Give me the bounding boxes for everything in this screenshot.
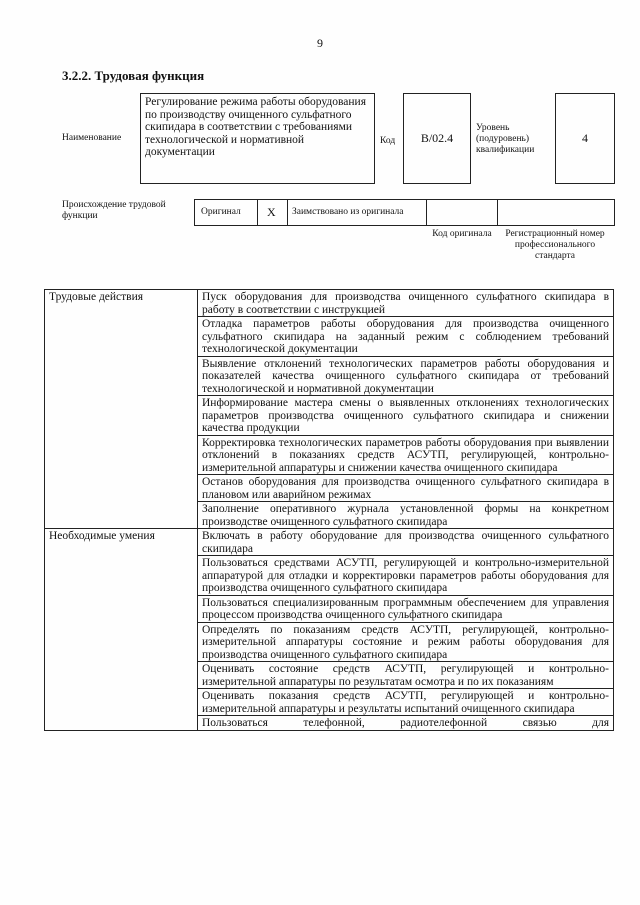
labor-action-item: Останов оборудования для производства очищенного сульфатного скипидара в плановом или аварийном режимах — [198, 475, 614, 502]
origin-table — [194, 199, 615, 226]
page-number: 9 — [317, 36, 323, 50]
labor-action-item: Отладка параметров работы оборудования для производства очищенного сульфатного скипидара на заданный режим с соблюдением требований технологической документации — [198, 317, 614, 357]
section-heading: 3.2.2. Трудовая функция — [62, 68, 205, 83]
section-title-labor-actions: Трудовые действия — [45, 290, 198, 529]
level-box — [555, 93, 615, 184]
skill-item: Оценивать показания средств АСУТП, регулирующей и контрольно-измерительной аппаратуры и результаты испытаний очищенного скипидара — [198, 689, 614, 716]
level-value: 4 — [582, 131, 588, 145]
original-mark: X — [267, 205, 276, 219]
table-row — [45, 290, 614, 317]
table-row — [45, 529, 614, 556]
skill-item: Пользоваться телефонной, радиотелефонной связью для — [198, 716, 614, 731]
code-original-caption: Код оригинала — [432, 229, 492, 239]
skill-item: Пользоваться специализированным программным обеспечением для управления процессом производства очищенного сульфатного скипидара — [198, 595, 614, 622]
labor-action-item: Информирование мастера смены о выявленных отклонениях технологических параметров производства очищенного сульфатного скипидара и снижении качества продукции — [198, 396, 614, 436]
skill-item: Включать в работу оборудование для производства очищенного сульфатного скипидара — [198, 529, 614, 556]
labor-action-item: Выявление отклонений технологических параметров работы оборудования и показателей качества очищенного сульфатного скипидара от требований технологической и нормативной документации — [198, 356, 614, 396]
level-label: Уровень (подуровень) квалификации — [476, 123, 535, 155]
name-label: Наименование — [62, 133, 122, 143]
function-name: Регулирование режима работы оборудования по производству очищенного сульфатного скипидара в соответствии с требованиями технологической и нормативной документации — [145, 96, 366, 159]
reg-number-caption: Регистрационный номер профессионального стандарта — [505, 229, 605, 261]
origin-label: Происхождение трудовой функции — [62, 200, 166, 221]
labor-action-item: Заполнение оперативного журнала установленной формы на конкретном производстве очищенного сульфатного скипидара — [198, 502, 614, 529]
code-box — [403, 93, 471, 184]
function-table — [44, 289, 614, 731]
skill-item: Пользоваться средствами АСУТП, регулирующей и контрольно-измерительной аппаратурой для отладки и корректировки параметров работы оборудования для производства очищенного сульфатного скипидара — [198, 556, 614, 596]
labor-action-item: Корректировка технологических параметров работы оборудования при выявлении отклонений в показаниях средств АСУТП, регулирующей, контрольно-измерительной аппаратуры и снижении качества очищенного скипидара — [198, 435, 614, 475]
skill-item: Определять по показаниям средств АСУТП, регулирующей, контрольно-измерительной аппаратуры состояние и режим работы оборудования для производства очищенного сульфатного скипидара — [198, 622, 614, 662]
original-label: Оригинал — [201, 207, 241, 217]
borrowed-label: Заимствовано из оригинала — [292, 207, 404, 217]
code-value: B/02.4 — [420, 131, 454, 145]
function-name-box — [140, 93, 375, 184]
section-title-required-skills: Необходимые умения — [45, 529, 198, 731]
skill-item: Оценивать состояние средств АСУТП, регулирующей и контрольно-измерительной аппаратуры по результатам осмотра и по их показаниям — [198, 662, 614, 689]
code-label: Код — [380, 136, 396, 146]
labor-action-item: Пуск оборудования для производства очищенного сульфатного скипидара в работу в соответствии с инструкцией — [198, 290, 614, 317]
